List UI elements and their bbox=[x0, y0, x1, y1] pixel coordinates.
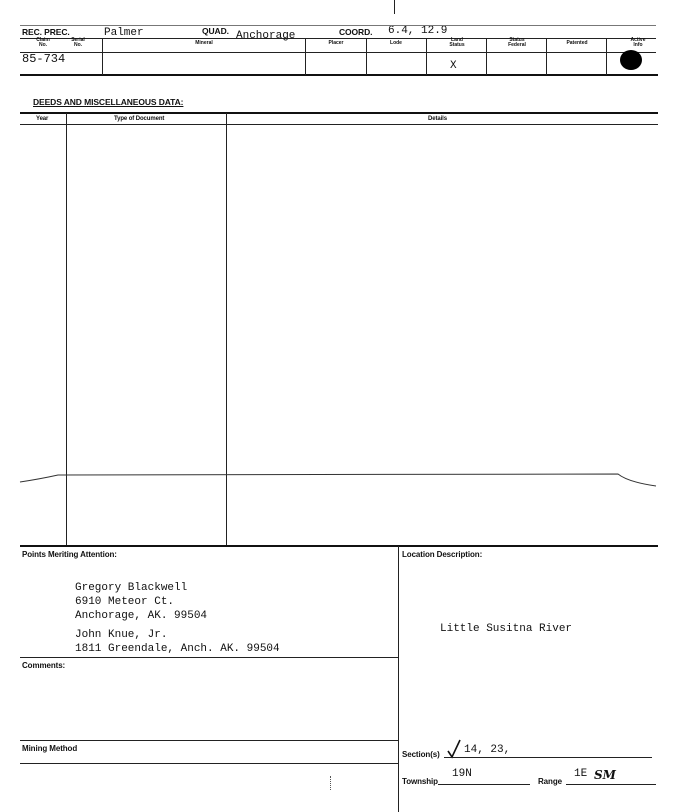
col-status-federal: Status Federal bbox=[508, 37, 526, 48]
deeds-bottom-line bbox=[20, 545, 658, 547]
sections-line bbox=[444, 757, 652, 758]
location-label: Location Description: bbox=[402, 550, 483, 559]
bottom-tick bbox=[398, 798, 399, 812]
col-lode: Lode bbox=[390, 40, 402, 46]
range-label: Range bbox=[538, 777, 562, 786]
deeds-title: DEEDS AND MISCELLANEOUS DATA: bbox=[33, 97, 184, 107]
rec-prec-value: Palmer bbox=[104, 27, 144, 39]
mining-label: Mining Method bbox=[22, 744, 78, 753]
coord-value: 6.4, 12.9 bbox=[388, 25, 448, 37]
township-value: 19N bbox=[452, 768, 472, 780]
divider bbox=[102, 38, 103, 75]
range-line bbox=[566, 784, 656, 785]
sections-value: 14, 23, bbox=[464, 744, 511, 756]
active-dot bbox=[620, 50, 642, 70]
bottom-divider bbox=[398, 546, 399, 798]
sections-label: Section(s) bbox=[402, 750, 440, 759]
points-line-5: 1811 Greendale, Anch. AK. 99504 bbox=[75, 643, 280, 655]
points-label: Points Meriting Attention: bbox=[22, 550, 117, 559]
coord-label: COORD. bbox=[339, 27, 373, 37]
claim-number: 85-734 bbox=[22, 52, 66, 66]
rec-prec-label: REC. PREC. bbox=[22, 27, 70, 37]
points-bottom-line bbox=[20, 657, 398, 658]
scan-speck bbox=[330, 776, 333, 790]
col-serial-no: Serial No. bbox=[71, 37, 85, 48]
col-year: Year bbox=[36, 116, 49, 122]
col-placer: Placer bbox=[328, 40, 344, 46]
township-label: Township bbox=[402, 777, 438, 786]
col-active: Active Info bbox=[630, 37, 646, 48]
location-value: Little Susitna River bbox=[440, 623, 573, 635]
divider bbox=[546, 38, 547, 75]
township-line bbox=[438, 784, 530, 785]
col-land-status: Land Status bbox=[449, 37, 465, 48]
divider bbox=[305, 38, 306, 75]
header-line bbox=[20, 38, 656, 39]
land-status-mark: X bbox=[450, 60, 457, 72]
range-handwritten: SM bbox=[594, 768, 616, 782]
divider bbox=[606, 38, 607, 75]
divider bbox=[366, 38, 367, 75]
top-tick bbox=[394, 0, 395, 14]
deeds-top-line bbox=[20, 112, 658, 114]
points-line-1: Gregory Blackwell bbox=[75, 582, 188, 594]
points-line-2: 6910 Meteor Ct. bbox=[75, 596, 175, 608]
deeds-header-line bbox=[20, 124, 658, 125]
comments-bottom-line bbox=[20, 740, 398, 741]
col-mineral: Mineral bbox=[195, 40, 213, 46]
points-line-3: Anchorage, AK. 99504 bbox=[75, 610, 208, 622]
divider bbox=[426, 38, 427, 75]
col-type: Type of Document bbox=[114, 116, 165, 122]
comments-label: Comments: bbox=[22, 661, 66, 670]
quad-label: QUAD. bbox=[202, 26, 229, 36]
mining-line bbox=[20, 763, 398, 764]
range-value: 1E bbox=[574, 768, 588, 780]
quad-value: Anchorage bbox=[236, 30, 296, 42]
points-line-4: John Knue, Jr. bbox=[75, 629, 168, 641]
fold-line bbox=[0, 468, 678, 498]
header-top-line bbox=[20, 25, 656, 26]
divider bbox=[486, 38, 487, 75]
record-bottom-line bbox=[20, 74, 658, 76]
column-header-line bbox=[20, 52, 656, 53]
col-patented: Patented bbox=[566, 40, 588, 46]
col-claim-no: Claim No. bbox=[36, 37, 50, 48]
col-details: Details bbox=[428, 116, 447, 122]
